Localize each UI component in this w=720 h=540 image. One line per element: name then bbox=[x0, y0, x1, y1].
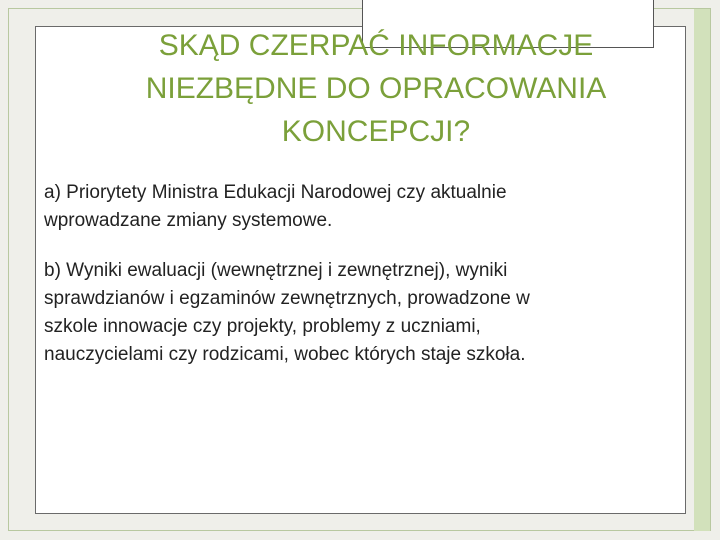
paragraph-a: a) Priorytety Ministra Edukacji Narodowej czy aktualnie wprowadzane zmiany systemowe. bbox=[44, 182, 507, 231]
slide-title: SKĄD CZERPAĆ INFORMACJE NIEZBĘDNE DO OPRACOWANIA KONCEPCJI? bbox=[145, 29, 607, 148]
slide-body bbox=[44, 179, 674, 369]
paragraph-b: b) Wyniki ewaluacji (wewnętrznej i zewnętrznej), wyniki sprawdzianów i egzaminów zewnętrznych, prowadzone w szkole innowacje czy projekty, problemy z uczniami, nauczycielami czy rodzicami, wobec których staje szkoła. bbox=[44, 260, 530, 365]
